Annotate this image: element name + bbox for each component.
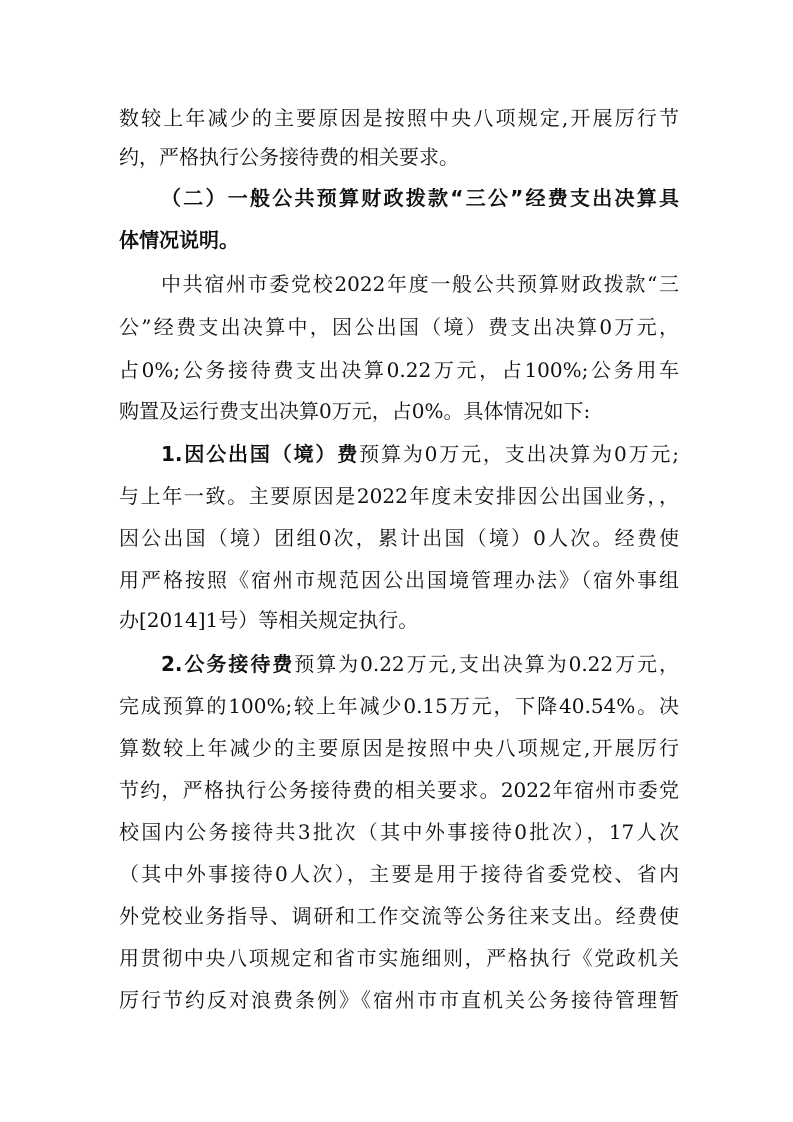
- paragraph-line: 因公出国（境）团组0次，累计出国（境）0人次。经费使: [119, 526, 679, 550]
- paragraph-line: 节约，严格执行公务接待费的相关要求。2022年宿州市委党: [119, 778, 679, 802]
- paragraph-line: 外党校业务指导、调研和工作交流等公务往来支出。经费使: [119, 904, 679, 928]
- section-heading-continued: 体情况说明。: [119, 228, 239, 252]
- paragraph-line: 完成预算的100%;较上年减少0.15万元，下降40.54%。决: [119, 694, 679, 718]
- paragraph-line: 用贯彻中央八项规定和省市实施细则，严格执行《党政机关: [119, 946, 679, 970]
- paragraph-line: 公”经费支出决算中，因公出国（境）费支出决算0万元，: [119, 315, 679, 339]
- paragraph-line: （其中外事接待0人次），主要是用于接待省委党校、省内: [119, 862, 679, 886]
- paragraph-line: 办[2014]1号）等相关规定执行。: [119, 608, 419, 632]
- section-heading: （二）一般公共预算财政拨款“三公”经费支出决算具: [161, 186, 679, 210]
- paragraph-line-item2: [161, 650, 679, 678]
- paragraph-line: 与上年一致。主要原因是2022年度未安排因公出国业务，，: [119, 484, 679, 508]
- item1-label: 1.因公出国（境）费: [161, 442, 360, 466]
- paragraph-line: 校国内公务接待共3批次（其中外事接待0批次），17人次: [119, 820, 679, 844]
- paragraph-line-item1: [161, 440, 679, 468]
- paragraph-line: 中共宿州市委党校2022年度一般公共预算财政拨款“三: [161, 272, 679, 296]
- paragraph-line: 数较上年减少的主要原因是按照中央八项规定,开展厉行节: [119, 106, 679, 130]
- paragraph-line: 约，严格执行公务接待费的相关要求。: [119, 145, 459, 169]
- item2-text: 预算为0.22万元,支出决算为0.22万元，: [294, 652, 679, 676]
- paragraph-line: 用严格按照《宿州市规范因公出国境管理办法》（宿外事组: [119, 568, 679, 592]
- paragraph-line: 厉行节约反对浪费条例》《宿州市市直机关公务接待管理暂: [119, 988, 679, 1012]
- paragraph-line: 算数较上年减少的主要原因是按照中央八项规定,开展厉行: [119, 736, 679, 760]
- item2-label: 2.公务接待费: [161, 652, 295, 676]
- paragraph-line: 购置及运行费支出决算0万元，占0%。具体情况如下:: [119, 399, 591, 423]
- item1-text: 预算为0万元，支出决算为0万元;: [359, 442, 679, 466]
- paragraph-line: 占0%;公务接待费支出决算0.22万元，占100%;公务用车: [119, 358, 679, 382]
